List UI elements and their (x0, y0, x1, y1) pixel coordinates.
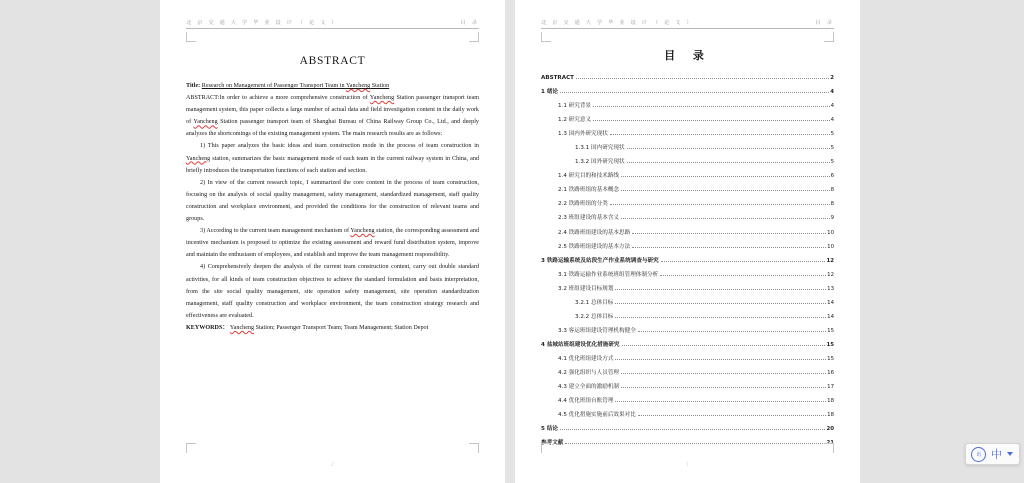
toc-entry-label: 3.2.1 总体目标 (575, 299, 614, 306)
toc-leader-dots (560, 91, 829, 93)
keywords-label: KEYWORDS： (186, 324, 229, 331)
toc-entry[interactable] (541, 74, 834, 88)
toc-entry-label: 1.3.2 国外研究现状 (575, 159, 625, 166)
toc-leader-dots (627, 161, 830, 163)
toc-list (541, 74, 834, 453)
abstract-paragraph: 2) In view of the current research topic, I summarized the core content in the process of team construction, focusing on the analysis of social quality management, safety management, standardized management, staff quality construction and workplace environment, and provided the conditions for the construction of relevant teams and groups. (186, 179, 479, 223)
toc-leader-dots (638, 414, 826, 416)
toc-entry-label: 4 盐城站班组建设优化措施研究 (541, 341, 620, 348)
toc-leader-dots (638, 330, 826, 332)
toc-entry-page-number: 18 (827, 412, 834, 419)
toc-entry[interactable] (541, 172, 834, 186)
toc-leader-dots (661, 260, 826, 262)
toc-leader-dots (632, 246, 826, 248)
crop-mark-top-left-icon (541, 32, 551, 42)
toc-entry[interactable] (541, 327, 834, 341)
toc-entry[interactable] (541, 369, 834, 383)
toc-entry-page-number: 15 (827, 327, 834, 334)
toc-leader-dots (621, 217, 830, 219)
toc-entry-page-number: 14 (827, 299, 834, 306)
toc-entry-label: 1.3.1 国内研究现状 (575, 145, 625, 152)
toc-entry-label: ABSTRACT (541, 75, 574, 81)
toc-entry[interactable] (541, 355, 834, 369)
toc-entry[interactable] (541, 144, 834, 158)
crop-mark-top-right-icon (469, 32, 479, 42)
toc-entry-page-number: 15 (826, 341, 834, 348)
chevron-down-icon[interactable] (1007, 452, 1013, 456)
toc-entry-page-number: 14 (827, 313, 834, 320)
keywords-line (186, 322, 479, 334)
toc-entry[interactable] (541, 214, 834, 228)
toc-entry-label: 2.4 铁路班组建设的基本思路 (558, 229, 631, 236)
thesis-title-value: Research on Management of Passenger Transport Team in Yancheng Station (201, 83, 390, 89)
toc-entry[interactable] (541, 439, 834, 453)
toc-entry-label: 2.2 铁路班组的分类 (558, 201, 608, 208)
toc-entry[interactable] (541, 186, 834, 200)
toc-leader-dots (615, 316, 826, 318)
toc-entry-page-number: 10 (827, 229, 834, 236)
abstract-body (186, 80, 479, 334)
toc-entry-label: 2.3 班组建设的基本含义 (558, 215, 620, 222)
toc-entry[interactable] (541, 158, 834, 172)
toc-entry-label: 4.5 优化措施实施前后效果对比 (558, 412, 636, 419)
toc-entry[interactable] (541, 341, 834, 355)
toc-entry-page-number: 17 (827, 384, 834, 391)
toc-leader-dots (632, 232, 826, 234)
header-right-text: 目 录 (815, 20, 834, 26)
keywords-value: Yancheng Station; Passenger Transport Team; Team Management; Station Depot (229, 324, 429, 331)
abstract-heading: ABSTRACT (299, 55, 366, 67)
toc-entry-page-number: 4 (830, 117, 834, 124)
page-folio-number: 1 (685, 462, 690, 468)
toc-leader-dots (615, 400, 826, 402)
toc-entry[interactable] (541, 271, 834, 285)
toc-entry-label: 4.1 优化班组建设方式 (558, 355, 614, 362)
toc-leader-dots (660, 274, 826, 276)
header-left-text: 北 京 交 通 大 学 毕 业 设 计 （ 论 文 ） (541, 20, 694, 26)
toc-entry-page-number: 5 (830, 159, 834, 166)
toc-leader-dots (610, 203, 830, 205)
toc-entry[interactable] (541, 383, 834, 397)
abstract-paragraph: 4) Comprehensively deepen the analysis of the current team construction content, carry out double standard activities, for all kinds of team construction objectives to achieve the standard formulation and basis interpretation, from the site social quality management, site operation safety management, site operation standardization management, staff quality construction and workplace environment, the team construction strategy research and effectiveness are evaluated. (186, 264, 479, 319)
toc-entry-page-number: 8 (830, 187, 834, 194)
toc-leader-dots (621, 189, 830, 191)
toc-entry-label: 3.2.2 总体目标 (575, 313, 614, 320)
crop-mark-top-left-icon (186, 32, 196, 42)
toc-entry-label: 1.3 国内外研究现状 (558, 131, 608, 138)
toc-entry-label: 5 结论 (541, 426, 559, 433)
toc-leader-dots (560, 428, 825, 430)
toc-entry-page-number: 21 (826, 440, 834, 447)
toc-entry-page-number: 4 (830, 103, 834, 110)
toc-leader-dots (593, 119, 830, 121)
toc-entry-label: 4.2 强化组织与人员管理 (558, 369, 620, 376)
toc-entry-label: 1 绪论 (541, 89, 559, 96)
thesis-title-label: Title: (186, 83, 201, 89)
running-header (541, 18, 834, 29)
toc-leader-dots (565, 442, 825, 444)
toc-leader-dots (593, 105, 830, 107)
toc-entry-label: 3.2 班组建设目标规划 (558, 285, 614, 292)
toc-entry[interactable] (541, 88, 834, 102)
toc-entry-label: 3 铁路运输系统及站段生产作业系统调查与研究 (541, 257, 659, 264)
ime-status-bar[interactable] (965, 443, 1020, 465)
toc-entry[interactable] (541, 313, 834, 327)
toc-entry[interactable] (541, 257, 834, 271)
crop-mark-top-right-icon (824, 32, 834, 42)
toc-entry-page-number: 4 (830, 89, 834, 96)
abstract-paragraph: ABSTRACT:In order to achieve a more comprehensive construction of Yancheng Station passenger transport team management system, this paper collects a large number of actual data and field investigation content in the daily work of Yancheng Station passenger transport team of Shanghai Bureau of China Railway Group Co., Ltd., and deeply analyzes the shortcomings of the existing management system. The main research results are as follows: (186, 95, 479, 138)
toc-entry-page-number: 2 (830, 75, 834, 81)
toc-leader-dots (610, 133, 830, 135)
crop-mark-bottom-right-icon (469, 443, 479, 453)
toc-entry-page-number: 10 (827, 243, 834, 250)
toc-entry-label: 参考文献 (541, 440, 564, 447)
toc-entry-page-number: 20 (826, 426, 834, 433)
crop-mark-bottom-left-icon (186, 443, 196, 453)
toc-leader-dots (615, 358, 826, 360)
document-page-abstract[interactable] (160, 0, 505, 483)
abstract-paragraph: 1) This paper analyzes the basic ideas and team construction mode in the process of team construction in Yancheng station, summarizes the basic management mode of each team in the current railway system in China, and briefly introduces the transportation functions of each station and section. (186, 143, 479, 174)
toc-entry-label: 4.3 建立全面的激励机制 (558, 384, 620, 391)
abstract-paragraph: 3) According to the current team management mechanism of Yancheng station, the corresponding assessment and incentive mechanism is proposed to optimize the existing assessment and reward fund distribution system, improve and maintain the enthusiasm of employees, and establish and improve the team management responsibility. (186, 228, 480, 259)
toc-entry-label: 4.4 优化班组台账管理 (558, 398, 614, 405)
toc-entry[interactable] (541, 299, 834, 313)
toc-leader-dots (615, 288, 826, 290)
header-right-text: 目 录 (460, 20, 479, 26)
header-left-text: 北 京 交 通 大 学 毕 业 设 计 （ 论 文 ） (186, 20, 339, 26)
toc-entry[interactable] (541, 411, 834, 425)
toc-entry-page-number: 5 (830, 145, 834, 152)
toc-entry[interactable] (541, 200, 834, 214)
toc-entry[interactable] (541, 285, 834, 299)
toc-entry-page-number: 15 (827, 355, 834, 362)
toc-heading: 目 录 (664, 49, 711, 62)
toc-leader-dots (621, 175, 830, 177)
toc-entry-label: 1.1 研究背景 (558, 103, 592, 110)
toc-entry[interactable] (541, 116, 834, 130)
toc-entry-page-number: 18 (827, 398, 834, 405)
toc-entry-page-number: 13 (827, 285, 834, 292)
page-folio-number: 2 (330, 462, 335, 468)
toc-entry-page-number: 12 (827, 271, 834, 278)
toc-entry[interactable] (541, 397, 834, 411)
ime-logo-icon[interactable]: 讯 (971, 447, 986, 462)
toc-leader-dots (621, 372, 826, 374)
toc-entry[interactable] (541, 229, 834, 243)
toc-entry-page-number: 6 (830, 173, 834, 180)
toc-entry[interactable] (541, 243, 834, 257)
toc-entry-page-number: 16 (827, 369, 834, 376)
thesis-title-line (186, 80, 479, 92)
running-header (186, 18, 479, 29)
toc-leader-dots (621, 386, 826, 388)
toc-entry-label: 2.5 铁路班组建设的基本方法 (558, 243, 631, 250)
toc-entry-page-number: 12 (826, 257, 834, 264)
toc-entry-label: 1.4 研究目的和技术路线 (558, 173, 620, 180)
toc-leader-dots (627, 147, 830, 149)
toc-entry[interactable] (541, 102, 834, 116)
toc-leader-dots (615, 302, 826, 304)
toc-entry[interactable] (541, 425, 834, 439)
toc-leader-dots (622, 344, 826, 346)
toc-entry-page-number: 5 (830, 131, 834, 138)
toc-entry-page-number: 9 (830, 215, 834, 222)
toc-entry-label: 3.3 客运班组建设管理机构健全 (558, 327, 636, 334)
toc-leader-dots (576, 77, 829, 79)
toc-entry-label: 2.1 铁路班组的基本概念 (558, 187, 620, 194)
toc-entry-label: 3.1 铁路运输作业系统班组管理体制分析 (558, 271, 659, 278)
ime-mode-indicator[interactable]: 中 (991, 447, 1002, 461)
toc-entry[interactable] (541, 130, 834, 144)
document-page-toc[interactable] (515, 0, 860, 483)
toc-entry-label: 1.2 研究意义 (558, 117, 592, 124)
toc-entry-page-number: 8 (830, 201, 834, 208)
